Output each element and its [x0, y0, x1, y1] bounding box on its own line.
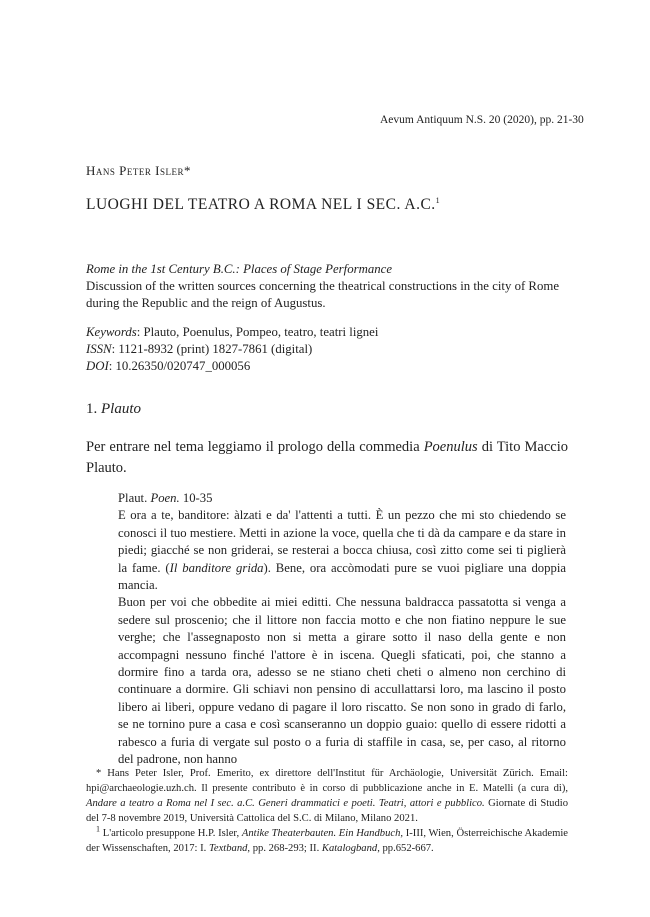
footnote-1-number: 1 [96, 824, 100, 834]
quote-author: Plaut. [118, 491, 151, 505]
keywords-values: : Plauto, Poenulus, Pompeo, teatro, teatri lignei [136, 325, 379, 339]
english-title: Rome in the 1st Century B.C.: Places of Stage Performance [86, 262, 392, 276]
footnote-1-publisher: I-III, Wien, Österreichische Akademie der Wissenschaften, 2017: I. [86, 828, 568, 854]
article-metadata [86, 324, 566, 375]
footnote-author [86, 766, 568, 826]
author-name: Hans Peter Isler* [86, 163, 191, 178]
footnote-1-pages-1: , pp. 268-293; II. [247, 843, 322, 854]
footnote-author-text-end: Giornate di Studio del 7-8 novembre 2019, Università Cattolica del S.C. di Milano, Milano 2021. [86, 798, 568, 824]
intro-work-title: Poenulus [423, 439, 478, 455]
title-footnote-ref[interactable]: 1 [435, 195, 441, 205]
doi-line [86, 358, 566, 375]
intro-text-start: Per entrare nel tema leggiamo il prologo della commedia [86, 439, 424, 455]
block-quote [118, 490, 566, 769]
quote-work: Poen. [150, 491, 180, 505]
footnote-1-pages-2: , pp.652-667. [377, 843, 434, 854]
intro-text-end: di Tito Maccio Plauto. [86, 439, 568, 476]
footnote-1-book-title: Antike Theaterbauten. Ein Handbuch, [241, 828, 404, 839]
article-title-text: LUOGHI DEL TEATRO A ROMA NEL I SEC. A.C. [86, 196, 436, 213]
running-head: Aevum Antiquum N.S. 20 (2020), pp. 21-30 [380, 114, 584, 126]
quote-paragraph-2: Buon per voi che obbedite ai miei editti. Che nessuna baldracca passatotta si venga a sedere sul proscenio; che il littore non faccia motto e che non fiatino neppure le sue verghe; che l'assegnaposto non si metta a girare sotto il naso della gente e non accompagni nessuno finché l'attore è in iscena. Quegli sfaticati, poi, che stanno a dormire fino a tarda ora, adesso se ne stiano cheti cheti o almeno non cerchino di continuare a dormire. Gli schiavi non pensino di accullattarsi loro, ma lascino il posto libero ai liberi, oppure vedano di pagare il loro riscatto. Se non sono in grado di farlo, se ne tornino pure a casa e così scanseranno un doppio guaio: quello di essere ridotti a rabesco a furia di vergate sul posto o a furia di staffile in casa, se, per caso, al ritorno del padrone, non hanno [118, 595, 566, 767]
footnotes [86, 766, 568, 856]
footnote-1 [86, 826, 568, 856]
footnote-author-book-title: Andare a teatro a Roma nel I sec. a.C. Generi drammatici e poeti. Teatri, attori e pubblico. [86, 798, 485, 809]
english-abstract [86, 261, 566, 312]
quote-p1-text-end: ). Bene, ora accòmodati pure se vuoi pigliare una doppia mancia. [118, 560, 566, 593]
article-title [86, 196, 440, 214]
issn-label: ISSN [86, 342, 112, 356]
section-number: 1. [86, 401, 98, 417]
doi-value[interactable]: : 10.26350/020747_000056 [108, 359, 251, 373]
issn-values: : 1121-8932 (print) 1827-7861 (digital) [111, 342, 313, 356]
footnote-1-volume-2: Katalogband [321, 843, 378, 854]
quote-stage-direction: Il banditore grida [169, 560, 264, 575]
keywords-line [86, 324, 566, 341]
doi-label: DOI [86, 359, 109, 373]
footnote-author-text: * Hans Peter Isler, Prof. Emerito, ex direttore dell'Institut für Archäologie, Universität Zürich. Email: hpi@archaeologie.uzh.ch. Il presente contributo è in corso di pubblicazione anche in E. Matelli (a cura di), [86, 768, 568, 794]
abstract-text: Discussion of the written sources concerning the theatrical constructions in the city of Rome during the Republic and the reign of Augustus. [86, 279, 560, 310]
intro-paragraph [86, 437, 568, 479]
quote-lines: 10-35 [179, 491, 213, 505]
section-title: Plauto [101, 401, 141, 417]
quote-paragraph-1 [118, 507, 566, 594]
quote-p1-text: E ora a te, banditore: àlzati e da' l'attenti a tutti. È un pezzo che mi sto chiedendo se conosci il tuo mestiere. Metti in azione la voce, quella che ti dà da campare e da stare in piedi; giacché se non griderai, se resterai a bocca chiusa, così zitto come sei ti piglierà la fame. ( [118, 508, 566, 575]
footnote-1-volume-1: Textband [208, 843, 248, 854]
section-heading [86, 401, 141, 418]
keywords-label: Keywords [86, 325, 137, 339]
footnote-1-text: L'articolo presuppone H.P. Isler, [100, 828, 242, 839]
issn-line [86, 341, 566, 358]
quote-reference [118, 490, 566, 507]
